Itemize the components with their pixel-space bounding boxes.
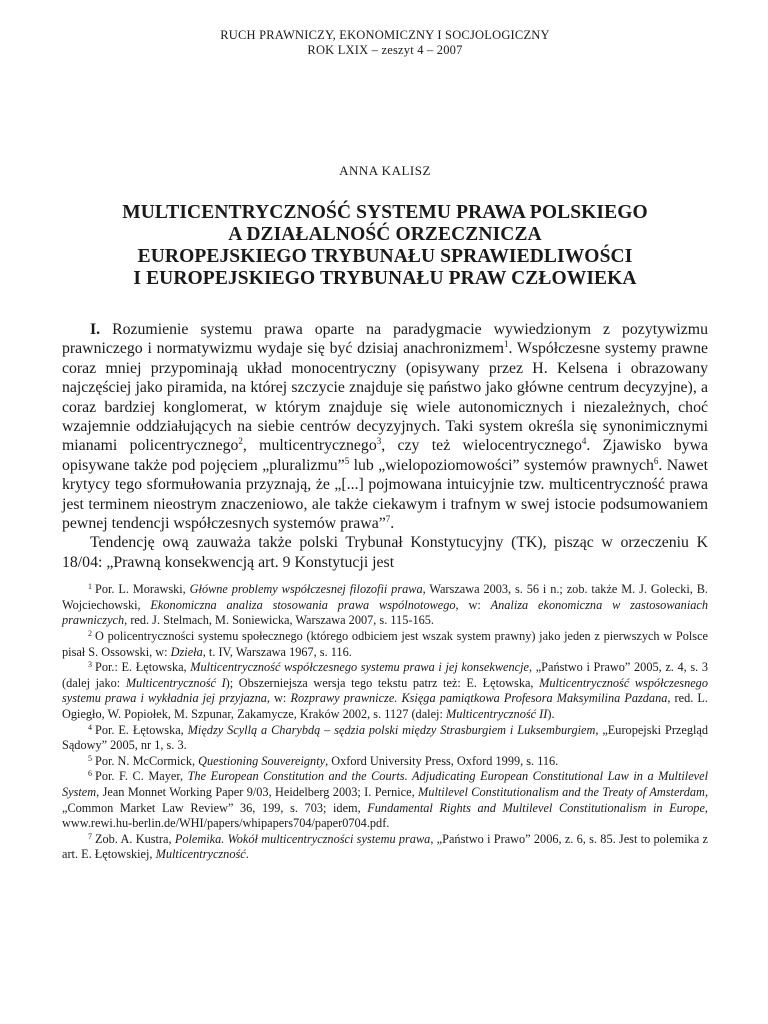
title-line: I EUROPEJSKIEGO TRYBUNAŁU PRAW CZŁOWIEKA	[133, 268, 637, 289]
footnote-ref[interactable]: 4	[581, 436, 587, 447]
journal-name: RUCH PRAWNICZY, EKONOMICZNY I SOCJOLOGICZNY	[220, 28, 550, 42]
footnote-number: 5	[88, 753, 92, 763]
footnote-ref[interactable]: 6	[653, 455, 659, 466]
footnote-ref[interactable]: 2	[238, 436, 243, 447]
footnote-number: 2	[88, 629, 92, 639]
footnotes	[62, 582, 708, 863]
footnote-number: 3	[88, 660, 92, 670]
footnote-number: 1	[88, 582, 92, 592]
footnote-7: $^7$ Zob. A. Kustra, Polemika. Wokół multicentryczności systemu prawa, „Państwo i Prawo” 2006, z. 6, s. 85. Jest to polemika z art. E. Łętowskiej, Multicentryczność.	[62, 831, 708, 862]
footnote-ref[interactable]: 5	[344, 455, 350, 466]
footnote-1: $^1$ Por. L. Morawski, Główne problemy współczesnej filozofii prawa, Warszawa 2003, s. 56 i n.; zob. także M. J. Golecki, B. Wojciechowski, Ekonomiczna analiza stosowania prawa wspólnotowego, w: Analiza ekonomiczna w zastosowaniach prawniczych, red. J. Stelmach, M. Soniewicka, Warszawa 2007, s. 115-165.	[62, 582, 709, 628]
footnote-4: $^4$ Por. E. Łętowska, Między Scyllą a Charybdą – sędzia polski między Strasburgiem i Luksemburgiem, „Europejski Przegląd Sądowy” 2005, nr 1, s. 3.	[62, 722, 709, 753]
footnote-ref[interactable]: 1	[504, 339, 509, 350]
journal-issue: ROK LXIX – zeszyt 4 – 2007	[307, 43, 463, 57]
footnote-2: $^2$ O policentryczności systemu społecznego (którego odbiciem jest wszak system prawny) jako jeden z pierwszych w Polsce pisał S. Ossowski, w: Dzieła, t. IV, Warszawa 1967, s. 116.	[62, 629, 708, 659]
title-line: MULTICENTRYCZNOŚĆ SYSTEMU PRAWA POLSKIEGO	[122, 202, 648, 223]
article-body	[62, 320, 708, 572]
footnote-url: , www.rewi.hu-berlin.de/WHI/papers/whipapers704/paper0704.pdf.	[62, 800, 708, 831]
body-paragraph: I. Rozumienie systemu prawa oparte na paradygmacie wywiedzionym z pozytywizmu prawniczego i normatywizmu wydaje się być dzisiaj anachronizmem$^1$. Współczesne systemy prawne coraz mniej przypominają układ monocentryczny (opisywany przez H. Kelsena i obrazowany najczęściej jako piramida, na której szczycie znajduje się państwo jako główne centrum decyzyjne), a coraz bardziej konglomerat, w którym znajduje się wiele autonomicznych i niezależnych, choć wzajemnie oddziałujących na siebie centrów decyzyjnych. Taki system określa się synonimicznymi mianami policentrycznego$^2$, multicentrycznego$^3$, czy też wielocentrycznego$^4$. Zjawisko bywa opisywane także pod pojęciem „pluralizmu”$^5$ lub „wielopoziomowości” systemów prawnych$^6$. Nawet krytycy tego sformułowania przyznają, że „[...] pojmowana intuicyjnie tzw. multicentryczność prawa jest terminem nieostrym znaczeniowo, ale także ciekawym i trafnym w swej istocie podsumowaniem pewnej tendencji współczesnych systemów prawa”$^7$.	[62, 321, 708, 533]
article-author: ANNA KALISZ	[339, 163, 431, 178]
footnote-ref[interactable]: 3	[376, 436, 382, 447]
footnote-number: 6	[88, 769, 92, 779]
article-title	[62, 202, 708, 290]
article-page	[62, 28, 708, 863]
journal-header	[62, 28, 708, 58]
body-paragraph: Tendencję ową zauważa także polski Trybunał Konstytucyjny (TK), pisząc w orzeczeniu K 18/04: „Prawną konsekwencją art. 9 Konstytucji jest	[62, 534, 708, 571]
footnote-6: $^6$ Por. F. C. Mayer, The European Constitution and the Courts. Adjudicating European Constitutional Law in a Multilevel System, Jean Monnet Working Paper 9/03, Heidelberg 2003; I. Pernice, Multilevel Constitutionalism and the Treaty of Amsterdam, „Common Market Law Review” 36, 199, s. 703; idem, Fundamental Rights and Multilevel Constitutionalism in Europe, www.rewi.hu-berlin.de/WHI/papers/whipapers704/paper0704.pdf.	[62, 769, 709, 831]
section-number: I.	[90, 321, 101, 338]
title-line: A DZIAŁALNOŚĆ ORZECZNICZA	[228, 224, 542, 245]
footnote-number: 7	[88, 831, 92, 841]
title-line: EUROPEJSKIEGO TRYBUNAŁU SPRAWIEDLIWOŚCI	[137, 246, 633, 267]
footnote-5: $^5$ Por. N. McCormick, Questioning Souvereignty, Oxford University Press, Oxford 1999, s. 116.	[88, 753, 559, 768]
footnote-3: $^3$ Por.: E. Łętowska, Multicentryczność współczesnego systemu prawa i jej konsekwencje, „Państwo i Prawo” 2005, z. 4, s. 3 (dalej jako: Multicentryczność I); Obszerniejsza wersja tego tekstu patrz też: E. Łętowska, Multicentryczność współczesnego systemu prawa i wykładnia jej przyjazna, w: Rozprawy prawnicze. Księga pamiątkowa Profesora Maksymilina Pazdana, red. L. Ogiegło, W. Popiołek, M. Szpunar, Zakamycze, Kraków 2002, s. 1127 (dalej: Multicentryczność II).	[62, 660, 708, 722]
footnote-number: 4	[88, 722, 92, 732]
footnote-ref[interactable]: 7	[385, 514, 391, 525]
